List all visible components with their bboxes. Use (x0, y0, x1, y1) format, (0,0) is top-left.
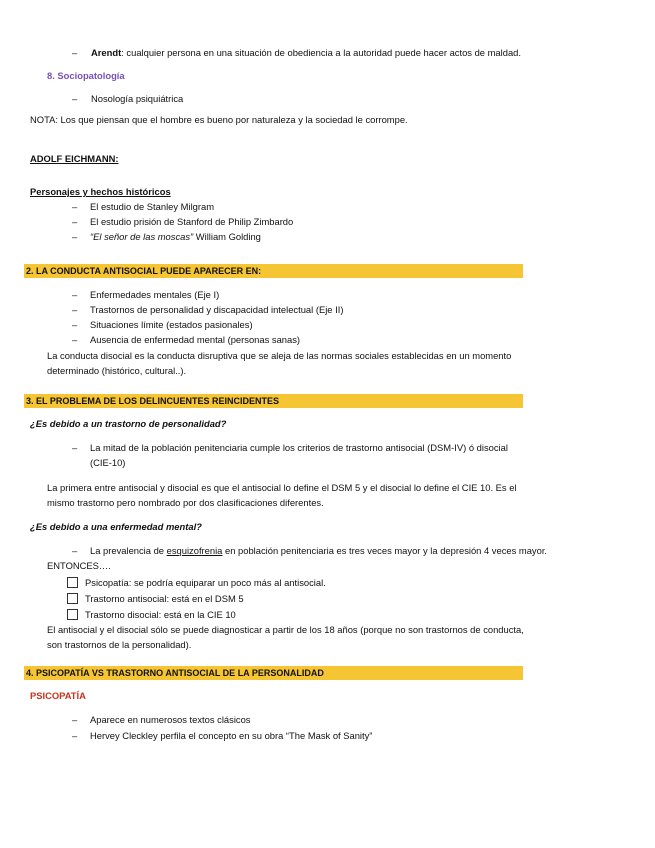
checkbox-icon[interactable] (67, 609, 78, 620)
list-item: Ausencia de enfermedad mental (personas sanas) (90, 334, 301, 345)
paragraph-line: El antisocial y el disocial sólo se puede diagnosticar a partir de los 18 años (porque no son trastornos de conducta, (47, 624, 524, 635)
checkbox-icon[interactable] (67, 593, 78, 604)
list-item: Situaciones límite (estados pasionales) (90, 319, 253, 330)
question-1: ¿Es debido a un trastorno de personalidad? (30, 418, 227, 429)
paragraph-line: mismo trastorno pero nombrado por dos clasificaciones diferentes. (47, 497, 324, 508)
moscas-author: William Golding (193, 231, 261, 242)
bullet-dash: – (72, 714, 78, 725)
bullet-dash: – (72, 304, 78, 315)
bullet-dash: – (72, 334, 78, 345)
list-item: El estudio de Stanley Milgram (90, 201, 215, 212)
nosologia-item: Nosología psiquiátrica (91, 93, 184, 104)
section-4-heading-bar (24, 666, 523, 680)
bullet-dash: – (72, 201, 78, 212)
moscas-title: “El señor de las moscas” (90, 231, 194, 242)
list-item-cont: (CIE-10) (90, 457, 126, 468)
list-item (90, 231, 261, 243)
section-4-heading: 4. PSICOPATÍA VS TRASTORNO ANTISOCIAL DE LA PERSONALIDAD (26, 668, 324, 678)
text-fragment: La prevalencia de (90, 545, 167, 556)
section-2-heading: 2. LA CONDUCTA ANTISOCIAL PUEDE APARECER EN: (26, 266, 262, 276)
sociopatologia-heading: 8. Sociopatología (47, 70, 125, 81)
list-item: Trastornos de personalidad y discapacidad intelectual (Eje II) (90, 304, 344, 315)
list-item: Hervey Cleckley perfila el concepto en su obra “The Mask of Sanity” (90, 730, 373, 741)
arendt-text: : cualquier persona en una situación de obediencia a la autoridad puede hacer actos de maldad. (121, 47, 521, 58)
psicopatia-heading: PSICOPATÍA (30, 690, 86, 701)
bullet-dash: – (72, 319, 78, 330)
arendt-line (91, 47, 521, 59)
nota-text: NOTA: Los que piensan que el hombre es bueno por naturaleza y la sociedad le corrompe. (30, 114, 408, 125)
section-3-heading-bar (24, 394, 523, 408)
eichmann-heading: ADOLF EICHMANN: (30, 153, 119, 164)
bullet-dash: – (72, 442, 78, 453)
paragraph-line: son trastornos de la personalidad). (47, 639, 192, 650)
bullet-dash: – (72, 231, 78, 242)
checklist-item: Psicopatía: se podría equiparar un poco más al antisocial. (85, 577, 326, 588)
arendt-name: Arendt (91, 47, 122, 58)
checkbox-icon[interactable] (67, 577, 78, 588)
esquizofrenia-term: esquizofrenia (166, 545, 223, 556)
personajes-heading: Personajes y hechos históricos (30, 186, 171, 197)
bullet-dash: – (72, 545, 78, 556)
bullet-dash: – (72, 47, 78, 58)
section-3-heading: 3. EL PROBLEMA DE LOS DELINCUENTES REINCIDENTES (26, 396, 280, 406)
checklist-item: Trastorno antisocial: está en el DSM 5 (85, 593, 244, 604)
list-item: El estudio prisión de Stanford de Philip Zimbardo (90, 216, 294, 227)
bullet-dash: – (72, 730, 78, 741)
list-item: Enfermedades mentales (Eje I) (90, 289, 220, 300)
list-item: Aparece en numerosos textos clásicos (90, 714, 251, 725)
section-2-heading-bar (24, 264, 523, 278)
bullet-dash: – (72, 216, 78, 227)
list-item: La mitad de la población penitenciaria cumple los criterios de trastorno antisocial (DSM-IV) ó disocial (90, 442, 508, 453)
bullet-dash: – (72, 93, 78, 104)
bullet-dash: – (72, 289, 78, 300)
list-item (90, 545, 547, 557)
question-2: ¿Es debido a una enfermedad mental? (30, 521, 202, 532)
checklist-item: Trastorno disocial: está en la CIE 10 (85, 609, 236, 620)
entonces-text: ENTONCES…. (47, 560, 111, 571)
paragraph-line: La conducta disocial es la conducta disruptiva que se aleja de las normas sociales establecidas en un momento (47, 350, 512, 361)
paragraph-line: determinado (histórico, cultural..). (47, 365, 187, 376)
paragraph-line: La primera entre antisocial y disocial es que el antisocial lo define el DSM 5 y el disocial lo define el CIE 10. Es el (47, 482, 517, 493)
text-fragment: en población penitenciaria es tres veces mayor y la depresión 4 veces mayor. (222, 545, 548, 556)
